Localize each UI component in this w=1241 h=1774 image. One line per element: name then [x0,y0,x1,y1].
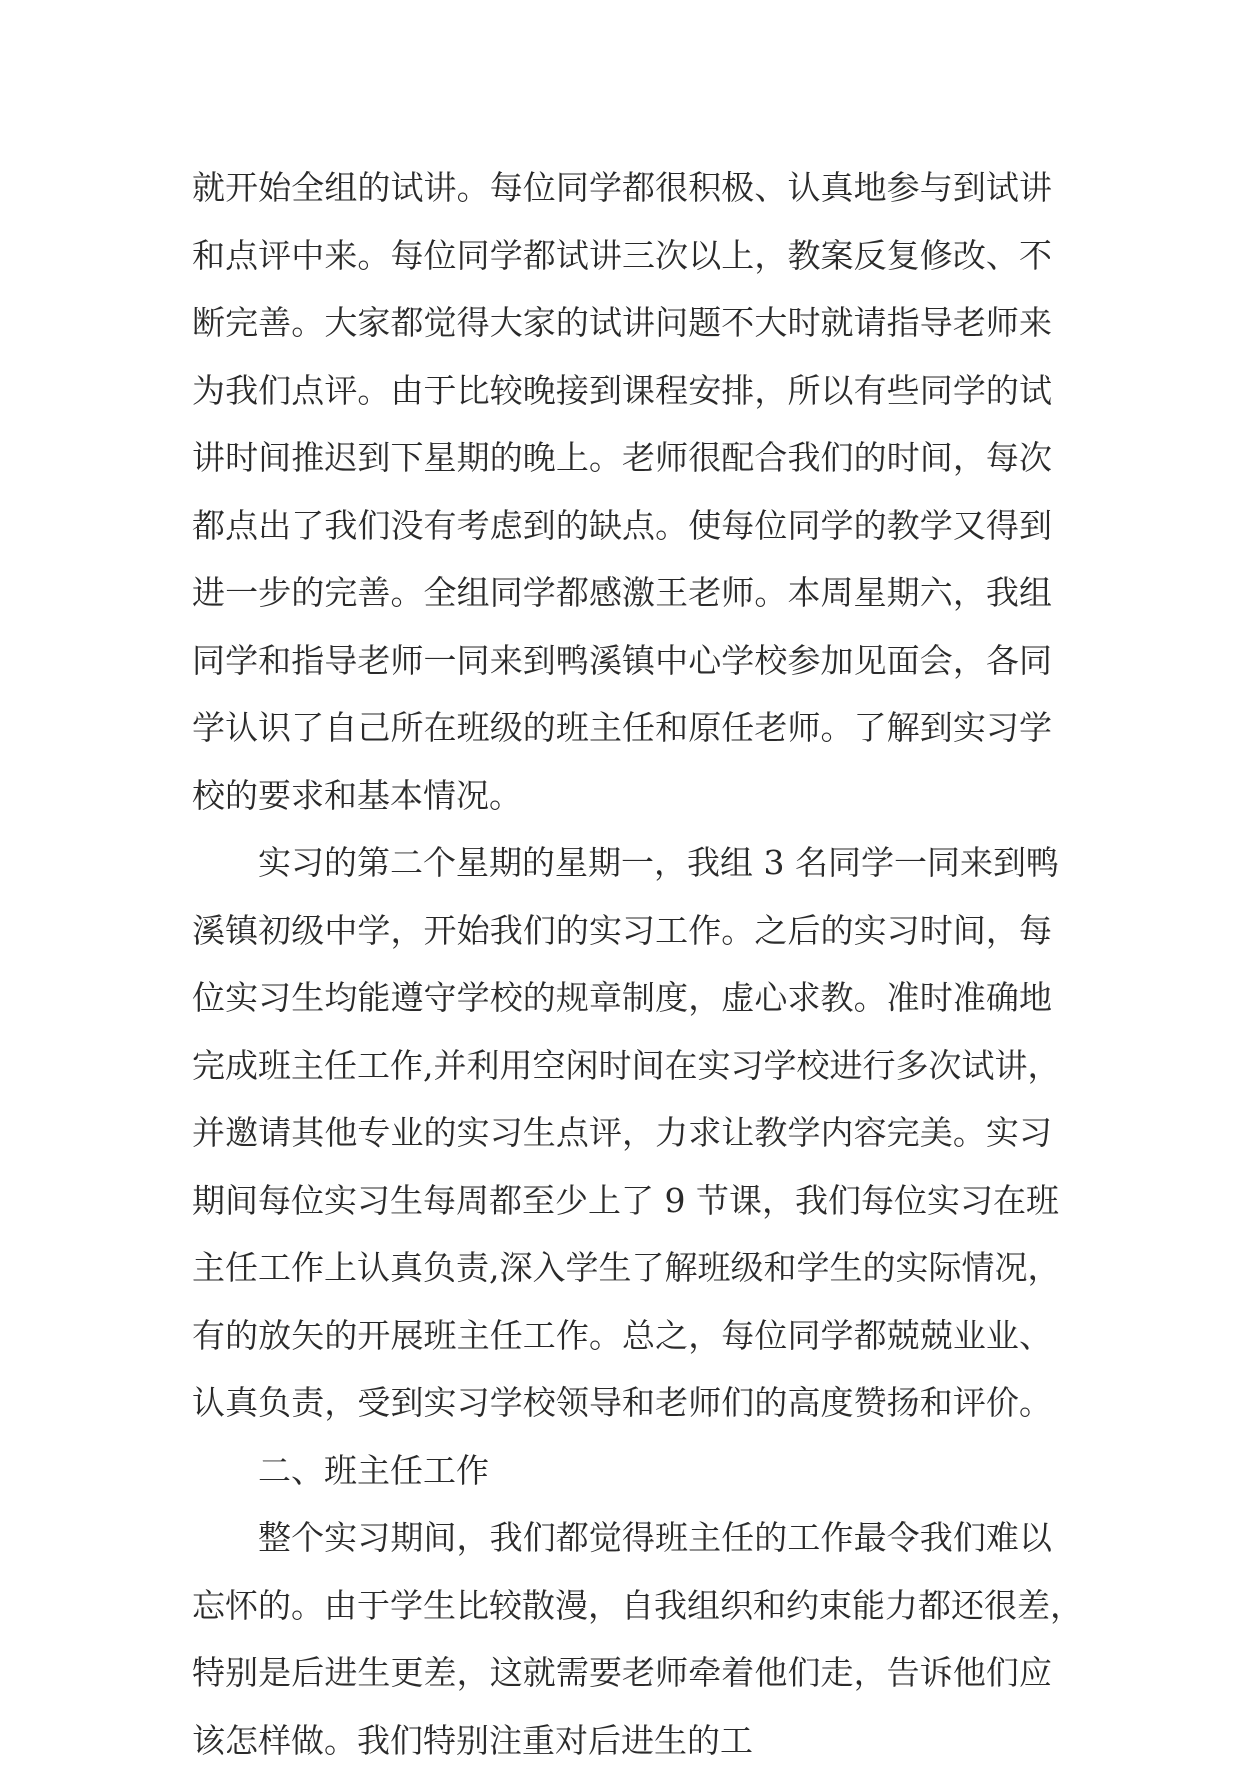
text-line: 断完善。大家都觉得大家的试讲问题不大时就请指导老师来 [192,289,1052,357]
text-line: 特别是后进生更差，这就需要老师牵着他们走，告诉他们应 [192,1639,1052,1707]
body-text [192,154,1052,1774]
text-line: 都点出了我们没有考虑到的缺点。使每位同学的教学又得到 [192,492,1052,560]
text-line: 该怎样做。我们特别注重对后进生的工 [192,1707,1052,1774]
text-line: 就开始全组的试讲。每位同学都很积极、认真地参与到试讲 [192,154,1052,222]
text-line: 主任工作上认真负责,深入学生了解班级和学生的实际情况， [192,1234,1052,1302]
text-line: 同学和指导老师一同来到鸭溪镇中心学校参加见面会，各同 [192,627,1052,695]
text-line: 进一步的完善。全组同学都感激王老师。本周星期六，我组 [192,559,1052,627]
text-line: 为我们点评。由于比较晚接到课程安排，所以有些同学的试 [192,357,1052,425]
text-line: 期间每位实习生每周都至少上了 9 节课，我们每位实习在班 [192,1167,1052,1235]
text-line: 忘怀的。由于学生比较散漫，自我组织和约束能力都还很差， [192,1572,1052,1640]
text-line: 讲时间推迟到下星期的晚上。老师很配合我们的时间，每次 [192,424,1052,492]
paragraph-first-line: 整个实习期间，我们都觉得班主任的工作最令我们难以 [192,1504,1052,1572]
text-line: 位实习生均能遵守学校的规章制度，虚心求教。准时准确地 [192,964,1052,1032]
text-line: 校的要求和基本情况。 [192,762,1052,830]
text-line: 认真负责，受到实习学校领导和老师们的高度赞扬和评价。 [192,1369,1052,1437]
text-line: 并邀请其他专业的实习生点评，力求让教学内容完美。实习 [192,1099,1052,1167]
section-heading: 二、班主任工作 [192,1437,1052,1505]
text-line: 溪镇初级中学，开始我们的实习工作。之后的实习时间，每 [192,897,1052,965]
paragraph-first-line: 实习的第二个星期的星期一，我组 3 名同学一同来到鸭 [192,829,1052,897]
text-line: 有的放矢的开展班主任工作。总之，每位同学都兢兢业业、 [192,1302,1052,1370]
text-line: 学认识了自己所在班级的班主任和原任老师。了解到实习学 [192,694,1052,762]
text-line: 完成班主任工作,并利用空闲时间在实习学校进行多次试讲， [192,1032,1052,1100]
text-line: 和点评中来。每位同学都试讲三次以上，教案反复修改、不 [192,222,1052,290]
